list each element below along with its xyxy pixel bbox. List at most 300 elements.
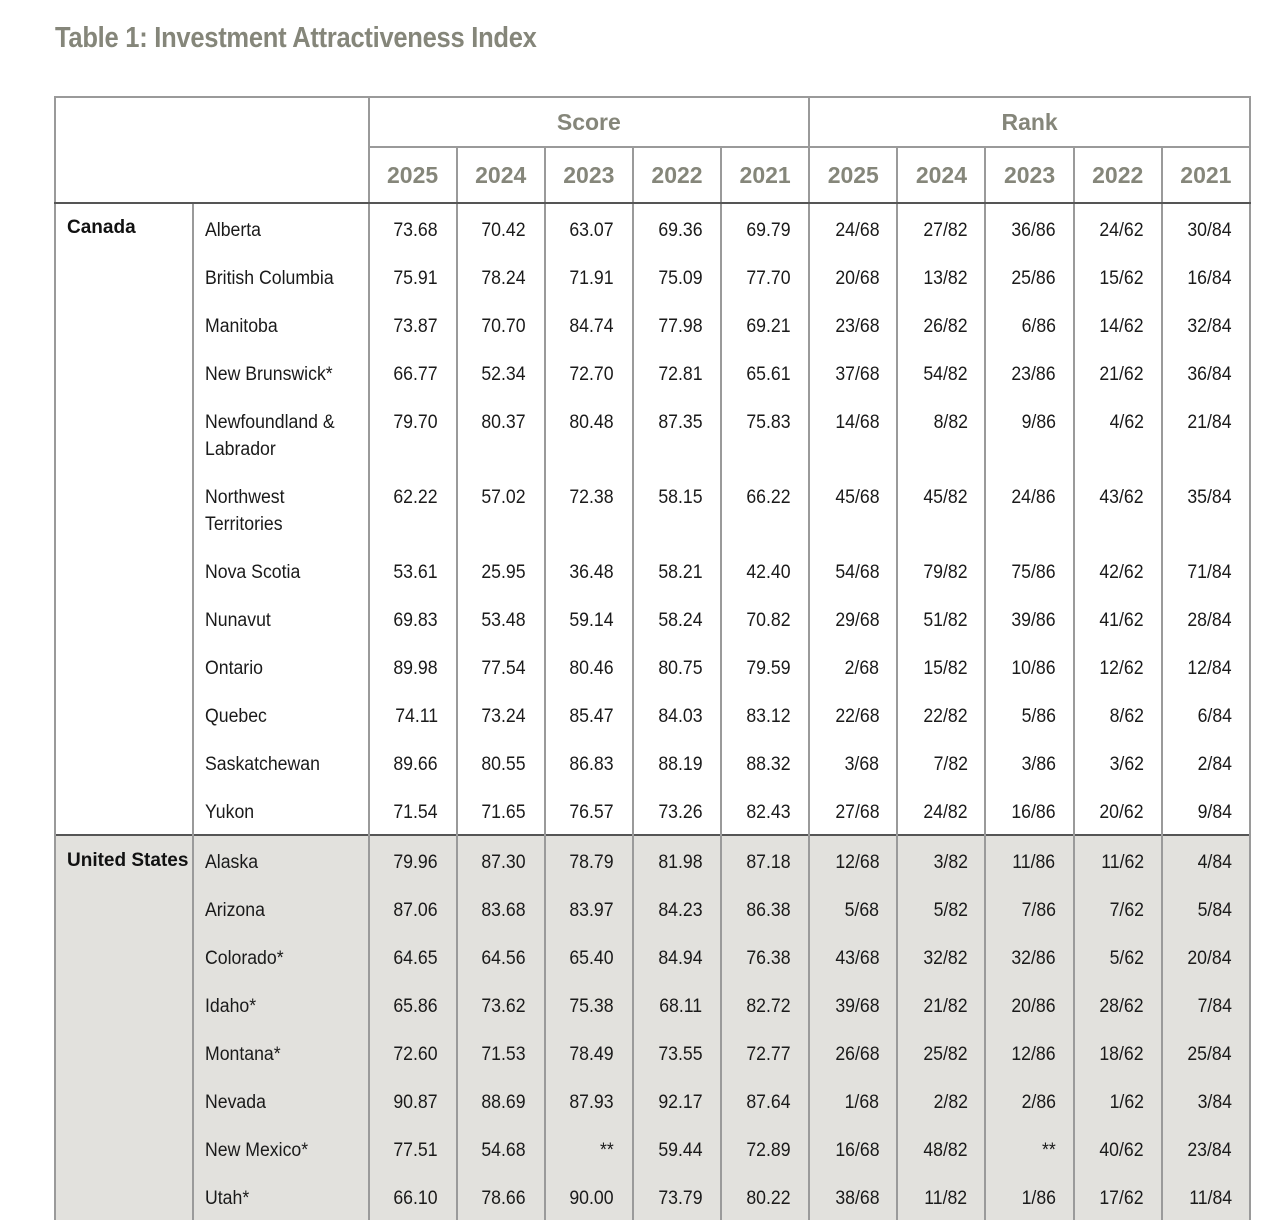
rank-cell [1162,203,1250,252]
score-cell [457,1124,545,1172]
rank-cell [809,932,897,980]
score-value: 89.98 [393,658,438,679]
united-states-group [55,835,1250,1220]
score-value: 81.98 [657,852,703,873]
canada-group [55,203,1250,835]
score-value: 78.49 [569,1044,614,1065]
jurisdiction-name [193,546,368,594]
score-cell [369,1124,457,1172]
rank-value: 30/84 [1187,220,1232,241]
score-value: 70.42 [481,220,526,241]
score-cell [457,546,545,594]
rank-cell [809,1172,897,1220]
score-value: 69.21 [745,316,791,337]
score-value: 78.66 [481,1188,526,1209]
rank-value: 2/86 [1021,1092,1056,1113]
score-cell [721,642,809,690]
rank-value: 16/84 [1187,268,1232,289]
score-value: 86.83 [569,754,614,775]
table-row [55,884,1250,932]
rank-cell [897,980,985,1028]
score-value: 87.64 [745,1092,791,1113]
rank-value: 54/82 [923,364,968,385]
rank-value: 35/84 [1187,487,1232,508]
jurisdiction-name [193,1076,368,1124]
score-cell [721,546,809,594]
jurisdiction-name-text: Yukon [205,802,255,823]
rank-cell [985,203,1073,252]
score-value: 73.55 [657,1044,703,1065]
rank-value: 43/68 [835,948,880,969]
rank-cell [897,471,985,546]
score-value: 86.38 [745,900,791,921]
score-cell [369,594,457,642]
score-cell [633,594,721,642]
jurisdiction-name-text: Montana* [205,1044,281,1065]
jurisdiction-name [193,1124,368,1172]
jurisdiction-name [193,642,368,690]
score-value: 78.24 [481,268,526,289]
table-row [55,203,1250,252]
score-value: 53.48 [481,610,526,631]
rank-value: ** [1041,1140,1056,1161]
score-value: 80.46 [569,658,614,679]
table-row [55,642,1250,690]
score-cell [721,252,809,300]
table-row [55,348,1250,396]
score-value: ** [600,1140,614,1161]
score-value: 72.81 [657,364,703,385]
rank-cell [897,690,985,738]
rank-cell [1162,690,1250,738]
score-cell [721,786,809,835]
score-cell [369,786,457,835]
jurisdiction-name [193,738,368,786]
rank-value: 38/68 [835,1188,880,1209]
score-value: 59.44 [657,1140,703,1161]
rank-value: 32/82 [923,948,968,969]
rank-cell [809,980,897,1028]
table-title: Table 1: Investment Attractiveness Index [55,22,537,54]
rank-cell [1162,1172,1250,1220]
rank-cell [1162,1076,1250,1124]
rank-cell [1074,786,1162,835]
rank-value: 43/62 [1099,487,1144,508]
score-year-header: 2025 [369,147,457,203]
rank-value: 1/86 [1021,1188,1056,1209]
rank-value: 18/62 [1099,1044,1144,1065]
rank-value: 14/62 [1099,316,1144,337]
rank-cell [1074,835,1162,884]
rank-cell [1074,471,1162,546]
investment-attractiveness-table [54,96,1251,1220]
score-value: 66.10 [393,1188,438,1209]
score-cell [457,1028,545,1076]
score-cell [457,594,545,642]
score-value: 69.36 [657,220,703,241]
score-value: 75.09 [657,268,703,289]
jurisdiction-name-text: Utah* [205,1188,250,1209]
score-value: 70.82 [745,610,791,631]
score-cell [721,1124,809,1172]
score-cell [545,348,633,396]
jurisdiction-name [193,1028,368,1076]
table-header [55,97,1250,203]
score-value: 74.11 [394,706,438,727]
score-cell [633,348,721,396]
table-row [55,396,1250,471]
score-cell [633,786,721,835]
rank-year-header: 2023 [985,147,1073,203]
rank-value: 23/84 [1187,1140,1232,1161]
jurisdiction-name-text: Alaska [205,852,259,873]
jurisdiction-name-text: Nevada [205,1092,267,1113]
score-cell [633,1172,721,1220]
rank-value: 26/68 [835,1044,880,1065]
score-cell [633,835,721,884]
rank-cell [985,396,1073,471]
rank-value: 11/86 [1012,852,1056,873]
rank-cell [1162,1124,1250,1172]
score-value: 42.40 [745,562,791,583]
score-cell [369,980,457,1028]
score-value: 70.70 [481,316,526,337]
rank-cell [1074,252,1162,300]
score-cell [545,546,633,594]
score-value: 76.57 [569,802,614,823]
score-year-header: 2023 [545,147,633,203]
rank-cell [985,738,1073,786]
score-cell [457,738,545,786]
jurisdiction-name-text: Colorado* [205,948,284,969]
score-cell [633,690,721,738]
table-row [55,1076,1250,1124]
rank-value: 29/68 [835,610,880,631]
rank-value: 11/84 [1189,1188,1232,1209]
score-value: 58.24 [657,610,703,631]
score-cell [721,690,809,738]
table-row [55,980,1250,1028]
rank-value: 14/68 [835,412,880,433]
rank-cell [1074,642,1162,690]
rank-cell [1074,1172,1162,1220]
score-value: 87.18 [745,852,791,873]
score-value: 73.62 [481,996,526,1017]
score-cell [369,642,457,690]
score-value: 79.70 [393,412,438,433]
score-cell [369,835,457,884]
rank-value: 32/84 [1187,316,1232,337]
rank-cell [897,546,985,594]
score-value: 58.15 [657,487,703,508]
rank-value: 7/84 [1197,996,1232,1017]
score-cell [721,1076,809,1124]
score-value: 82.43 [745,802,791,823]
rank-cell [985,932,1073,980]
rank-value: 24/86 [1011,487,1056,508]
jurisdiction-name [193,1172,368,1220]
rank-cell [897,932,985,980]
table-row [55,1028,1250,1076]
table-row [55,1172,1250,1220]
score-cell [457,348,545,396]
score-cell [721,396,809,471]
table-row [55,594,1250,642]
rank-value: 2/84 [1197,754,1232,775]
jurisdiction-name-text: Saskatchewan [205,754,321,775]
jurisdiction-name [193,980,368,1028]
score-value: 59.14 [569,610,614,631]
score-cell [545,1076,633,1124]
jurisdiction-name [193,786,368,835]
rank-value: 39/86 [1011,610,1056,631]
rank-group-header: Rank [809,97,1250,147]
rank-value: 21/62 [1099,364,1144,385]
score-value: 73.68 [393,220,438,241]
rank-cell [1074,884,1162,932]
rank-cell [985,835,1073,884]
rank-cell [897,300,985,348]
rank-cell [985,884,1073,932]
rank-cell [985,980,1073,1028]
score-cell [545,980,633,1028]
rank-value: 42/62 [1099,562,1144,583]
rank-value: 27/68 [835,802,880,823]
score-cell [721,348,809,396]
rank-value: 25/86 [1011,268,1056,289]
score-cell [545,203,633,252]
rank-cell [985,1124,1073,1172]
rank-cell [809,300,897,348]
rank-cell [1162,471,1250,546]
jurisdiction-name [193,690,368,738]
rank-value: 12/62 [1099,658,1144,679]
rank-cell [985,594,1073,642]
rank-value: 22/82 [923,706,968,727]
score-value: 83.97 [569,900,614,921]
table-row [55,786,1250,835]
score-value: 83.12 [745,706,791,727]
rank-cell [809,884,897,932]
jurisdiction-name [193,203,368,252]
rank-cell [897,594,985,642]
rank-value: 37/68 [835,364,880,385]
score-value: 80.48 [569,412,614,433]
score-value: 88.32 [745,754,791,775]
rank-cell [809,642,897,690]
score-cell [369,1076,457,1124]
rank-cell [1162,884,1250,932]
rank-value: 2/82 [933,1092,968,1113]
score-cell [545,300,633,348]
score-year-header: 2021 [721,147,809,203]
rank-cell [897,348,985,396]
rank-value: 5/86 [1021,706,1056,727]
jurisdiction-name [193,300,368,348]
score-cell [369,690,457,738]
score-value: 25.95 [481,562,526,583]
score-cell [457,1076,545,1124]
rank-cell [1162,738,1250,786]
rank-value: 3/82 [933,852,968,873]
score-value: 88.19 [657,754,703,775]
score-cell [545,690,633,738]
score-cell [457,1172,545,1220]
table-row [55,252,1250,300]
rank-cell [1074,932,1162,980]
table-row [55,1124,1250,1172]
score-cell [545,738,633,786]
rank-value: 25/84 [1187,1044,1232,1065]
rank-value: 23/86 [1011,364,1056,385]
rank-value: 28/62 [1099,996,1144,1017]
score-value: 73.26 [657,802,703,823]
score-value: 85.47 [569,706,614,727]
score-cell [457,786,545,835]
rank-value: 39/68 [835,996,880,1017]
score-value: 66.77 [393,364,438,385]
score-value: 77.98 [657,316,703,337]
score-cell [457,690,545,738]
score-value: 83.68 [481,900,526,921]
rank-value: 8/62 [1109,706,1144,727]
rank-cell [1074,1124,1162,1172]
score-value: 66.22 [745,487,791,508]
jurisdiction-name-text: New Brunswick* [205,364,333,385]
rank-value: 17/62 [1099,1188,1144,1209]
score-value: 65.40 [569,948,614,969]
rank-cell [897,396,985,471]
score-value: 72.70 [569,364,614,385]
rank-cell [1162,980,1250,1028]
rank-value: 4/84 [1197,852,1232,873]
rank-cell [985,786,1073,835]
jurisdiction-name-text: Nunavut [205,610,272,631]
score-cell [457,252,545,300]
score-value: 64.65 [393,948,438,969]
score-cell [545,932,633,980]
rank-cell [809,1028,897,1076]
score-value: 52.34 [481,364,526,385]
score-cell [545,1028,633,1076]
score-value: 63.07 [569,220,614,241]
rank-cell [809,348,897,396]
jurisdiction-name [193,932,368,980]
score-value: 80.55 [481,754,526,775]
score-cell [369,396,457,471]
score-cell [545,642,633,690]
score-cell [545,884,633,932]
score-value: 69.79 [745,220,791,241]
score-value: 80.22 [745,1188,791,1209]
rank-value: 23/68 [835,316,880,337]
score-group-header: Score [369,97,810,147]
rank-value: 32/86 [1011,948,1056,969]
score-value: 71.53 [481,1044,526,1065]
rank-value: 3/86 [1021,754,1056,775]
score-value: 89.66 [393,754,438,775]
score-value: 71.91 [569,268,614,289]
rank-cell [985,642,1073,690]
score-cell [633,1028,721,1076]
score-cell [457,642,545,690]
rank-cell [1074,546,1162,594]
score-value: 65.61 [745,364,791,385]
rank-cell [897,1172,985,1220]
score-cell [633,300,721,348]
jurisdiction-name [193,252,368,300]
header-blank-cell [55,97,369,203]
rank-value: 5/82 [933,900,968,921]
jurisdiction-name [193,835,368,884]
score-value: 80.75 [657,658,703,679]
score-value: 76.38 [745,948,791,969]
rank-value: 75/86 [1011,562,1056,583]
rank-year-header: 2021 [1162,147,1250,203]
jurisdiction-name [193,471,368,546]
rank-value: 7/86 [1021,900,1056,921]
score-value: 80.37 [481,412,526,433]
rank-value: 20/86 [1011,996,1056,1017]
rank-value: 7/62 [1109,900,1144,921]
score-cell [633,203,721,252]
rank-value: 71/84 [1187,562,1232,583]
jurisdiction-name-text: Quebec [205,706,268,727]
score-value: 73.24 [481,706,526,727]
score-value: 69.83 [393,610,438,631]
rank-value: 12/68 [835,852,880,873]
rank-cell [1074,594,1162,642]
score-cell [721,300,809,348]
rank-cell [809,1124,897,1172]
rank-value: 36/84 [1187,364,1232,385]
rank-value: 48/82 [923,1140,968,1161]
rank-value: 21/84 [1187,412,1232,433]
score-cell [457,932,545,980]
rank-value: 15/62 [1099,268,1144,289]
score-value: 79.59 [745,658,791,679]
score-cell [721,738,809,786]
jurisdiction-name [193,884,368,932]
score-cell [721,932,809,980]
score-cell [545,594,633,642]
score-value: 87.35 [657,412,703,433]
jurisdiction-name-text: Manitoba [205,316,278,337]
score-value: 75.83 [745,412,791,433]
rank-value: 4/62 [1109,412,1144,433]
score-value: 78.79 [569,852,614,873]
jurisdiction-name-text: Alberta [205,220,262,241]
rank-cell [809,252,897,300]
score-value: 54.68 [481,1140,526,1161]
rank-cell [1074,690,1162,738]
score-value: 68.11 [659,996,703,1017]
score-value: 87.93 [569,1092,614,1113]
rank-cell [809,738,897,786]
score-cell [545,835,633,884]
score-cell [369,348,457,396]
score-cell [633,471,721,546]
rank-cell [809,546,897,594]
score-cell [457,471,545,546]
rank-cell [809,786,897,835]
score-year-header: 2022 [633,147,721,203]
region-label: Canada [55,203,193,835]
score-cell [633,396,721,471]
jurisdiction-name [193,396,368,471]
rank-value: 3/62 [1109,754,1144,775]
score-cell [633,884,721,932]
